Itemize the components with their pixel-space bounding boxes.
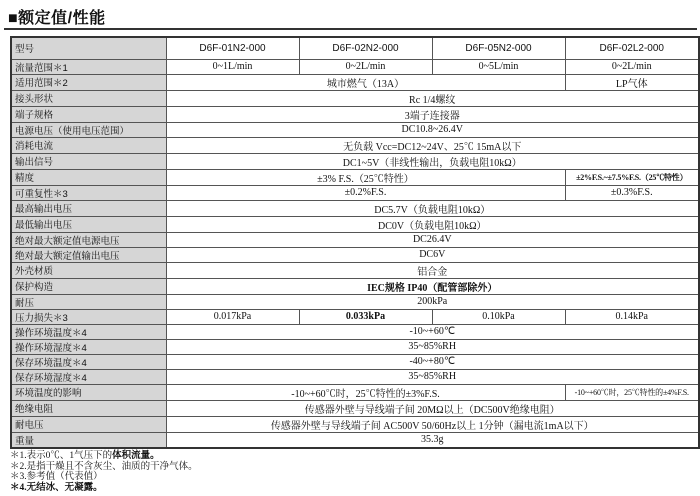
spec-value-cell: LP气体 [565, 74, 699, 90]
spec-value-cell: -10~+60℃时，25℃特性的±4%F.S. [565, 384, 699, 400]
table-header-row [11, 37, 699, 59]
spec-value-cell: 传感器外壁与导线端子间 AC500V 50/60Hz以上 1分钟（漏电流1mA以下） [166, 416, 699, 432]
spec-label-cell: 可重复性＊3 [11, 185, 166, 200]
model-column-header: D6F-02N2-000 [299, 37, 432, 59]
spec-value-cell: ±0.2%F.S. [166, 185, 565, 200]
spec-value-cell: -10~+60℃ [166, 324, 699, 339]
spec-label-cell: 保护构造 [11, 278, 166, 294]
footnote-text: ＊1.表示0℃、1气压下的 [10, 451, 113, 461]
spec-value-cell: 城市燃气（13A） [166, 74, 565, 90]
spec-label-cell: 重量 [11, 432, 166, 448]
spec-label-cell: 适用范围＊2 [11, 74, 166, 90]
spec-label-cell: 最低输出电压 [11, 216, 166, 232]
table-row [11, 185, 699, 200]
footnotes [10, 451, 198, 493]
table-row [11, 384, 699, 400]
spec-label-cell: 最高输出电压 [11, 200, 166, 216]
model-column-header: D6F-02L2-000 [565, 37, 699, 59]
spec-value-cell: 0.017kPa [166, 309, 299, 324]
spec-value-cell: -10~+60℃时，25℃特性的±3%F.S. [166, 384, 565, 400]
table-row [11, 339, 699, 354]
spec-value-cell: 35~85%RH [166, 339, 699, 354]
spec-value-cell: 0.033kPa [299, 309, 432, 324]
footnote-text: ＊3.参考值（代表值） [10, 472, 103, 482]
spec-label-cell: 保存环境湿度＊4 [11, 369, 166, 384]
footnote-text-bold: 体积流量。 [112, 451, 160, 461]
spec-label-cell: 保存环境温度＊4 [11, 354, 166, 369]
spec-label-cell: 输出信号 [11, 153, 166, 169]
table-row [11, 400, 699, 416]
spec-value-cell: 0~2L/min [565, 59, 699, 74]
spec-value-cell: ±2%F.S.~±7.5%F.S.（25℃特性） [565, 169, 699, 185]
footnote-text: ＊2.是指干燥且不含灰尘、油质的干净气体。 [10, 461, 198, 472]
footnote [10, 462, 198, 473]
table-row [11, 169, 699, 185]
spec-label-cell: 压力损失＊3 [11, 309, 166, 324]
footnote [10, 451, 198, 462]
spec-value-cell: 0~1L/min [166, 59, 299, 74]
spec-label-cell: 流量范围＊1 [11, 59, 166, 74]
table-row [11, 309, 699, 324]
spec-label-cell: 绝缘电阻 [11, 400, 166, 416]
spec-value-cell: 0.10kPa [432, 309, 565, 324]
spec-value-cell: DC10.8~26.4V [166, 122, 699, 137]
table-row [11, 200, 699, 216]
model-row-label: 型号 [11, 37, 166, 59]
table-row [11, 59, 699, 74]
spec-value-cell: 3端子连接器 [166, 106, 699, 122]
table-row [11, 354, 699, 369]
model-column-header: D6F-01N2-000 [166, 37, 299, 59]
spec-value-cell: 0~5L/min [432, 59, 565, 74]
spec-value-cell: 无负载 Vcc=DC12~24V、25℃ 15mA以下 [166, 137, 699, 153]
table-row [11, 262, 699, 278]
spec-value-cell: 200kPa [166, 294, 699, 309]
spec-label-cell: 绝对最大额定值电源电压 [11, 232, 166, 247]
spec-label-cell: 消耗电流 [11, 137, 166, 153]
spec-value-cell: 铝合金 [166, 262, 699, 278]
section-title: ■额定值/性能 [8, 10, 106, 27]
spec-value-cell: 0.14kPa [565, 309, 699, 324]
table-row [11, 432, 699, 448]
spec-value-cell: DC6V [166, 247, 699, 262]
spec-value-cell: ±0.3%F.S. [565, 185, 699, 200]
spec-value-cell: 35~85%RH [166, 369, 699, 384]
spec-value-cell: DC26.4V [166, 232, 699, 247]
spec-label-cell: 接头形状 [11, 90, 166, 106]
spec-value-cell: DC5.7V（负载电阻10kΩ） [166, 200, 699, 216]
spec-label-cell: 耐压 [11, 294, 166, 309]
spec-label-cell: 操作环境湿度＊4 [11, 339, 166, 354]
spec-value-cell: Rc 1/4螺纹 [166, 90, 699, 106]
table-row [11, 416, 699, 432]
table-row [11, 294, 699, 309]
spec-label-cell: 环境温度的影响 [11, 384, 166, 400]
spec-value-cell: -40~+80℃ [166, 354, 699, 369]
spec-label-cell: 精度 [11, 169, 166, 185]
spec-label-cell: 端子规格 [11, 106, 166, 122]
spec-label-cell: 外壳材质 [11, 262, 166, 278]
spec-value-cell: IEC规格 IP40（配管部除外） [166, 278, 699, 294]
table-row [11, 247, 699, 262]
spec-label-cell: 操作环境温度＊4 [11, 324, 166, 339]
table-row [11, 369, 699, 384]
table-row [11, 122, 699, 137]
spec-label-cell: 绝对最大额定值输出电压 [11, 247, 166, 262]
spec-value-cell: 35.3g [166, 432, 699, 448]
table-row [11, 137, 699, 153]
footnote [10, 472, 198, 483]
spec-value-cell: ±3% F.S.（25℃特性） [166, 169, 565, 185]
spec-value-cell: 0~2L/min [299, 59, 432, 74]
spec-value-cell: DC1~5V（非线性输出，负载电阻10kΩ） [166, 153, 699, 169]
spec-label-cell: 耐电压 [11, 416, 166, 432]
table-row [11, 216, 699, 232]
table-row [11, 90, 699, 106]
spec-label-cell: 电源电压（使用电压范围） [11, 122, 166, 137]
table-row [11, 232, 699, 247]
ratings-performance-table [10, 36, 700, 449]
footnote [10, 483, 198, 494]
footnote-text-bold: ＊4.无结冰、无凝露。 [10, 482, 103, 493]
spec-value-cell: 传感器外壁与导线端子间 20MΩ以上（DC500V绝缘电阻） [166, 400, 699, 416]
table-row [11, 74, 699, 90]
title-underline [4, 28, 697, 30]
model-column-header: D6F-05N2-000 [432, 37, 565, 59]
table-row [11, 324, 699, 339]
table-row [11, 278, 699, 294]
table-row [11, 153, 699, 169]
table-row [11, 106, 699, 122]
spec-value-cell: DC0V（负载电阻10kΩ） [166, 216, 699, 232]
